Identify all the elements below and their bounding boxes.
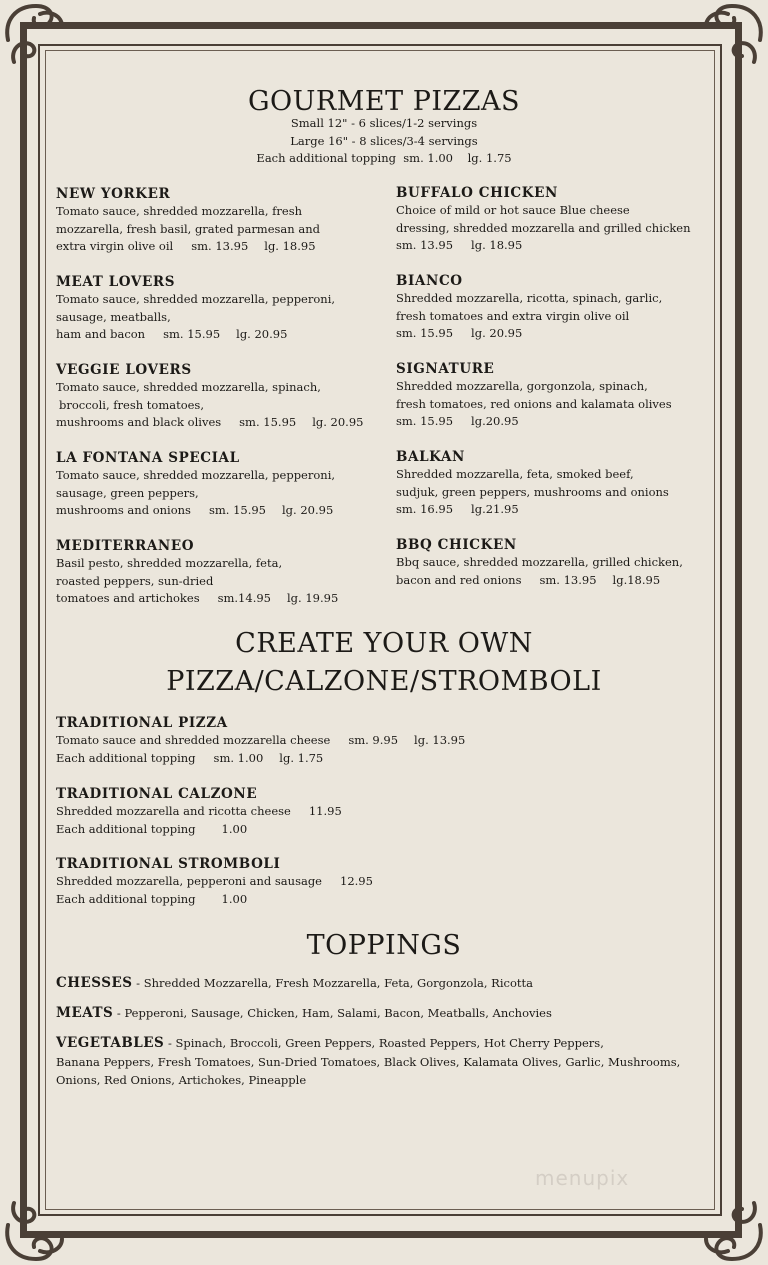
menu-item-buffalo-chicken [396,184,716,255]
price-large: lg. 19.95 [286,591,339,605]
price-small: sm.14.95 [217,591,271,605]
price-large: lg. 20.95 [236,327,288,341]
price: 1.00 [221,821,248,836]
ornament-corner-icon [698,0,768,70]
item-desc: Shredded mozzarella, feta, smoked beef, [396,467,634,481]
price-large: lg. 18.95 [264,239,316,253]
item-desc: Each additional topping [56,750,196,765]
item-name: NEW YORKER [56,186,171,202]
item-desc: mushrooms and black olives [56,415,222,429]
watermark-logo: menupix [535,1166,630,1190]
item-desc: Choice of mild or hot sauce Blue cheese [396,203,630,217]
item-desc: Shredded mozzarella, pepperoni and sausage [56,874,322,888]
section-title-create: CREATE YOUR OWN [235,628,533,659]
item-desc: Tomato sauce, shredded mozzarella, fresh [56,204,303,218]
item-desc: sausage, green peppers, [56,485,199,500]
toppings-label: MEATS [56,1005,114,1021]
toppings-vegetables [56,1034,696,1090]
price: 1.00 [221,891,248,906]
item-name: BALKAN [396,449,465,465]
item-desc: fresh tomatoes, red onions and kalamata olives [396,396,672,411]
toppings-chesses [56,974,696,993]
price-large: lg.21.95 [471,502,519,516]
menu-item-traditional-calzone [56,785,656,838]
item-name: SIGNATURE [396,361,495,377]
menu-item-traditional-pizza [56,714,656,767]
toppings-meats [56,1004,696,1023]
price-small: sm. 16.95 [396,502,454,516]
item-name: MEDITERRANEO [56,538,195,554]
item-name: TRADITIONAL PIZZA [56,715,228,731]
item-name: TRADITIONAL STROMBOLI [56,856,281,872]
menu-item-traditional-stromboli [56,855,656,908]
item-desc: Basil pesto, shredded mozzarella, feta, [56,556,283,570]
price-small: sm. 13.95 [396,238,454,252]
additional-topping-info: Each additional topping sm. 1.00 lg. 1.75 [256,151,512,165]
toppings-list: Banana Peppers, Fresh Tomatoes, Sun-Dried Tomatoes, Black Olives, Kalamata Olives, Garlic, Mushrooms, [56,1054,681,1069]
item-name: BIANCO [396,273,463,289]
item-desc: mozzarella, fresh basil, grated parmesan and [56,221,320,236]
price-large: lg. 20.95 [282,503,334,517]
item-desc: ham and bacon [56,327,146,341]
menu-item-meat-lovers [56,273,376,344]
price-small: sm. 13.95 [191,239,249,253]
item-desc: bacon and red onions [396,572,522,587]
ornament-corner-icon [0,0,70,70]
item-desc: Bbq sauce, shredded mozzarella, grilled chicken, [396,555,683,569]
price-small: sm. 15.95 [208,503,266,517]
menu-item-mediterraneo [56,537,376,608]
item-desc: extra virgin olive oil [56,239,174,253]
item-desc: Each additional topping [56,821,196,836]
item-desc: Tomato sauce and shredded mozzarella cheese [56,733,331,747]
menu-item-veggie-lovers [56,361,376,432]
toppings-list: Onions, Red Onions, Artichokes, Pineapple [56,1073,307,1087]
toppings-label: VEGETABLES [56,1035,165,1051]
toppings-list: - Pepperoni, Sausage, Chicken, Ham, Salami, Bacon, Meatballs, Anchovies [113,1006,552,1020]
item-name: BUFFALO CHICKEN [396,185,558,201]
item-desc: Shredded mozzarella, gorgonzola, spinach, [396,379,648,393]
item-desc: Tomato sauce, shredded mozzarella, pepperoni, [56,468,336,482]
item-desc: Shredded mozzarella, ricotta, spinach, garlic, [396,291,663,305]
price-small: sm. 15.95 [396,414,454,428]
toppings-list: - Spinach, Broccoli, Green Peppers, Roasted Peppers, Hot Cherry Peppers, [164,1036,604,1050]
menu-item-la-fontana-special [56,449,376,520]
price-large: lg. 1.75 [279,750,324,765]
price-small: sm. 9.95 [348,733,399,747]
price-small: sm. 15.95 [396,326,454,340]
item-desc: tomatoes and artichokes [56,591,200,605]
price-large: lg. 20.95 [471,326,523,340]
menu-item-new-yorker [56,185,376,256]
toppings-list: - Shredded Mozzarella, Fresh Mozzarella, Feta, Gorgonzola, Ricotta [132,976,533,990]
menu-item-bianco [396,272,716,343]
item-desc: sudjuk, green peppers, mushrooms and onions [396,484,669,499]
ornament-corner-icon [0,1195,70,1265]
item-desc: sausage, meatballs, [56,309,171,324]
section-title-create-sub: PIZZA/CALZONE/STROMBOLI [166,666,602,697]
price-small: sm. 15.95 [163,327,221,341]
item-desc: Each additional topping [56,891,196,906]
price-small: sm. 13.95 [539,572,597,587]
item-name: MEAT LOVERS [56,274,176,290]
toppings-label: CHESSES [56,975,133,991]
item-desc: Tomato sauce, shredded mozzarella, pepperoni, [56,292,336,306]
page-title: GOURMET PIZZAS [247,86,521,117]
price-small: sm. 15.95 [239,415,297,429]
item-desc: broccoli, fresh tomatoes, [59,397,204,412]
price-small: sm. 1.00 [213,750,264,765]
price-large: lg.20.95 [471,414,519,428]
item-desc: fresh tomatoes and extra virgin olive oil [396,308,630,323]
price: 12.95 [340,874,373,888]
price-large: lg. 13.95 [414,733,466,747]
size-large-info: Large 16" - 8 slices/3-4 servings [290,134,478,148]
item-desc: mushrooms and onions [56,503,191,517]
item-name: VEGGIE LOVERS [56,362,192,378]
menu-item-signature [396,360,716,431]
item-name: LA FONTANA SPECIAL [56,450,240,466]
item-desc: Tomato sauce, shredded mozzarella, spinach, [56,380,321,394]
item-desc: dressing, shredded mozzarella and grilled chicken [396,220,691,235]
ornament-corner-icon [698,1195,768,1265]
price-large: lg.18.95 [612,572,661,587]
price: 11.95 [308,804,342,818]
size-small-info: Small 12" - 6 slices/1-2 servings [290,116,478,130]
price-large: lg. 20.95 [312,415,364,429]
menu-item-bbq-chicken [396,536,716,589]
price-large: lg. 18.95 [471,238,523,252]
item-name: BBQ CHICKEN [396,537,517,553]
menu-item-balkan [396,448,716,519]
section-title-toppings: TOPPINGS [306,930,462,961]
item-desc: roasted peppers, sun-dried [56,573,214,588]
item-desc: Shredded mozzarella and ricotta cheese [56,804,291,818]
item-name: TRADITIONAL CALZONE [56,786,258,802]
